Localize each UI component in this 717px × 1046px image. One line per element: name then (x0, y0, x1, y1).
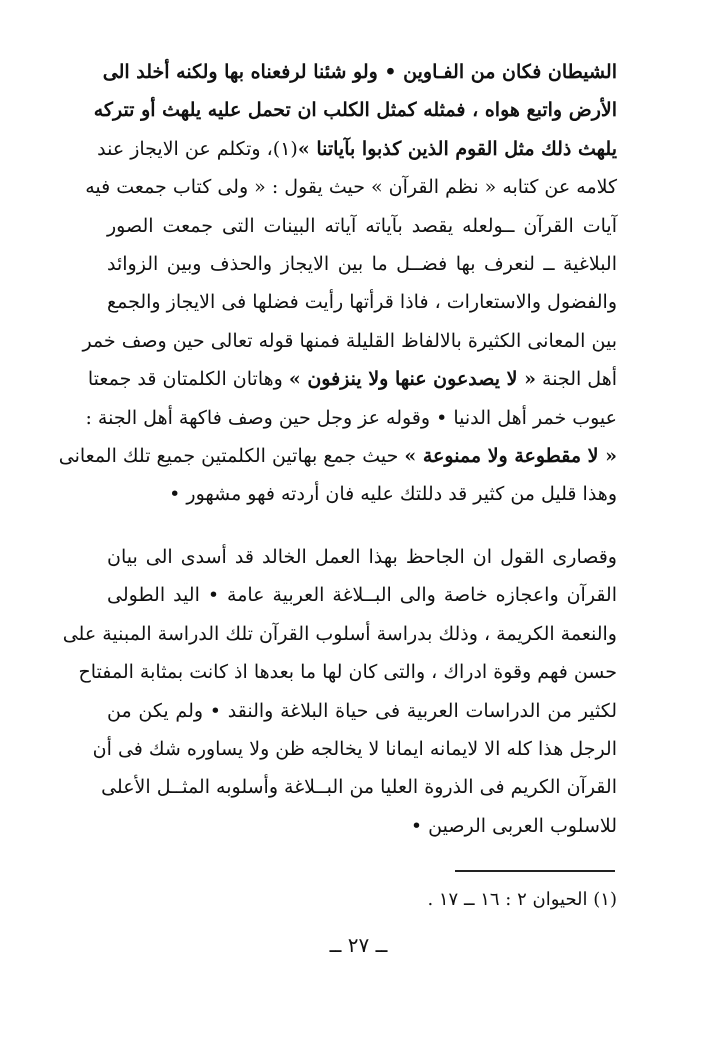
text-line (97, 135, 617, 163)
text-run: حيث جمع بهاتين الكلمتين جميع تلك المعانى (58, 445, 405, 467)
text-run: لكثير من الدراسات العربية فى حياة البلاغة والنقد • ولم يكن من (107, 699, 617, 722)
text-line (92, 735, 617, 763)
text-run: كلامه عن كتابه « نظم القرآن » حيث يقول : « ولى كتاب جمعت فيه (85, 176, 617, 199)
text-line (58, 442, 617, 470)
text-run: والنعمة الكريمة ، وذلك بدراسة أسلوب القرآن تلك الدراسة المبنية على (62, 622, 617, 645)
text-line (107, 212, 617, 240)
text-run: عيوب خمر أهل الدنيا • وقوله عز وجل حين وصف فاكهة أهل الجنة : (85, 406, 617, 429)
text-line (62, 620, 617, 648)
text-line (107, 581, 617, 609)
bold-quote: يلهث ذلك مثل القوم الذين كذبوا بآياتنا » (297, 137, 617, 160)
text-run: وهذا قليل من كثير قد دللتك عليه فان أردته فهو مشهور • (169, 483, 617, 506)
text-line (93, 96, 617, 124)
bold-quote: الشيطان فكان من الفـاوين • ولو شئنا لرفعناه بها ولكنه أخلد الى (102, 61, 617, 83)
text-run: بين المعانى الكثيرة بالالفاظ القليلة فمنها قوله تعالى حين وصف خمر (82, 329, 617, 352)
text-line (85, 173, 617, 201)
text-line (107, 543, 617, 571)
text-run: القرآن واعجازه خاصة والى البــلاغة العربية عامة • اليد الطولى (107, 584, 617, 607)
bold-quote: « لا يصدعون عنها ولا ينزفون » (288, 368, 536, 391)
footnote-rule (455, 870, 615, 872)
text-line (107, 250, 617, 278)
text-run: القرآن الكريم فى الذروة العليا من البــلاغة وأسلوبه المثــل الأعلى (101, 776, 617, 799)
text-run: الرجل هذا كله الا لايمانه ايمانا لا يخالجه ظن ولا يساوره شك فى أن (92, 738, 617, 760)
text-line (107, 288, 617, 316)
text-line (78, 658, 617, 686)
text-line (102, 58, 617, 86)
bold-quote: « لا مقطوعة ولا ممنوعة » (404, 445, 617, 467)
text-run: والفضول والاستعارات ، فاذا قرأتها رأيت فضلها فى الايجاز والجمع (107, 291, 617, 314)
text-run: حسن فهم وقوة ادراك ، والتى كان لها ما بعدها اذ كانت بمثابة المفتاح (78, 661, 617, 684)
text-line (107, 480, 617, 508)
text-line (87, 365, 617, 393)
text-run: آيات القرآن ــولعله يقصد بآياته آياته البينات التى جمعت الصور (107, 214, 617, 237)
page-number: ــ ٢٧ ــ (329, 933, 388, 957)
text-run: وهاتان الكلمتان قد جمعتا (87, 368, 289, 391)
text-line (85, 404, 617, 432)
text-run: أهل الجنة (535, 368, 617, 391)
footnote: (١) الحيوان ٢ : ١٦ ــ ١٧ . (427, 889, 617, 910)
bold-quote: الأرض واتبع هواه ، فمثله كمثل الكلب ان تحمل عليه يلهث أو تتركه (93, 99, 617, 122)
text-run: وقصارى القول ان الجاحظ بهذا العمل الخالد قد أسدى الى بيان (107, 546, 617, 568)
text-run: البلاغية ــ لنعرف بها فضــل ما بين الايجاز والحذف وبين الزوائد (107, 253, 617, 275)
text-line (82, 327, 617, 355)
text-line (101, 773, 617, 801)
text-run: (١)، وتكلم عن الايجاز عند (97, 137, 298, 160)
text-line (107, 697, 617, 725)
text-run: للاسلوب العربى الرصين • (410, 814, 617, 837)
text-line (107, 812, 617, 840)
